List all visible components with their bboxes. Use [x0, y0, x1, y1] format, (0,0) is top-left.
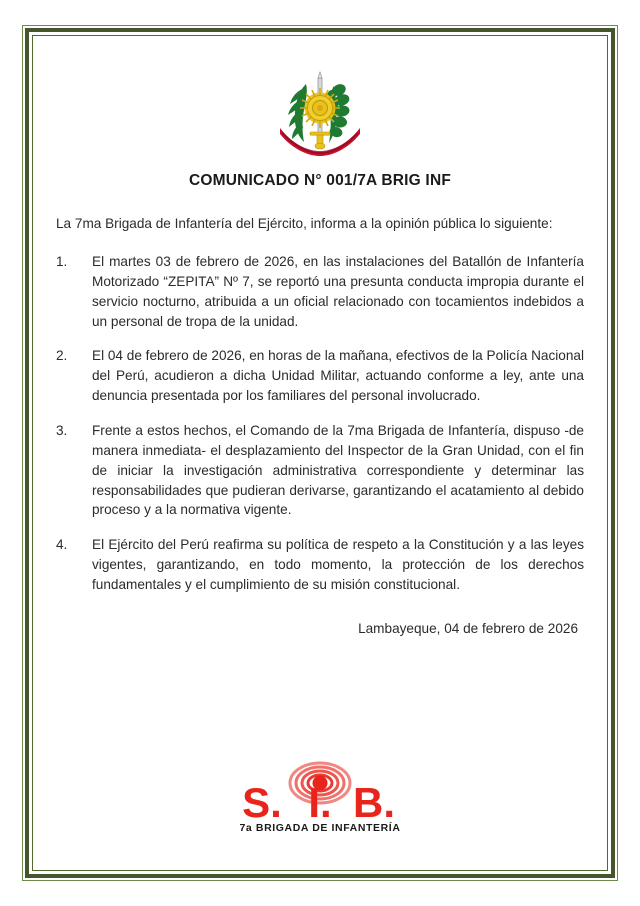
place-and-date: Lambayeque, 04 de febrero de 2026: [358, 620, 578, 636]
sib-logo-icon: [232, 761, 408, 835]
clause-item: [56, 346, 584, 406]
clause-marker: 4.: [56, 537, 68, 553]
clause-text: El 04 de febrero de 2026, en horas de la mañana, efectivos de la Policía Nacional del Perú, acudieron a dicha Unidad Militar, actuando conforme a ley, ante una denuncia presentada por los familiares del personal involucrado.: [92, 348, 584, 404]
crest-container: [56, 68, 584, 156]
logo-subtitle: 7a BRIGADA DE INFANTERÍA: [239, 822, 401, 834]
clause-item: [56, 252, 584, 331]
clause-marker: 3.: [56, 423, 68, 439]
clause-marker: 2.: [56, 348, 68, 364]
logo-letter-b: B.: [353, 779, 395, 826]
clause-text: Frente a estos hechos, el Comando de la 7ma Brigada de Infantería, dispuso -de manera inmediata- el desplazamiento del Inspector de la Gran Unidad, con el fin de iniciar la investigación administrativa correspondiente y determinar las responsabilidades que pudieran derivarse, garantizando el acatamiento al debido proceso y a la normativa vigente.: [92, 423, 584, 518]
document-content: [56, 56, 584, 850]
logo-letter-i: I.: [308, 779, 332, 826]
clause-list: [56, 252, 584, 595]
page-title: COMUNICADO N° 001/7A BRIG INF: [188, 172, 452, 189]
clause-item: [56, 421, 584, 520]
intro-paragraph: La 7ma Brigada de Infantería del Ejército, informa a la opinión pública lo siguiente:: [56, 216, 553, 231]
clause-text: El Ejército del Perú reafirma su política de respeto a la Constitución y a las leyes vigentes, garantizando, en todo momento, la protección de los derechos fundamentales y el cumplimiento de su misión constitucional.: [92, 537, 584, 592]
clause-marker: 1.: [56, 254, 68, 270]
clause-text: El martes 03 de febrero de 2026, en las instalaciones del Batallón de Infantería Motorizado “ZEPITA” Nº 7, se reportó una presunta conducta impropia durante el servicio nocturno, atribuida a un oficial relacionado con tocamientos indebidos a un personal de tropa de la unidad.: [92, 254, 584, 329]
peruvian-army-coat-of-arms-icon: [272, 68, 368, 156]
footer-logo-container: [0, 761, 640, 840]
logo-letter-s: S.: [242, 779, 282, 826]
clause-item: [56, 535, 584, 595]
